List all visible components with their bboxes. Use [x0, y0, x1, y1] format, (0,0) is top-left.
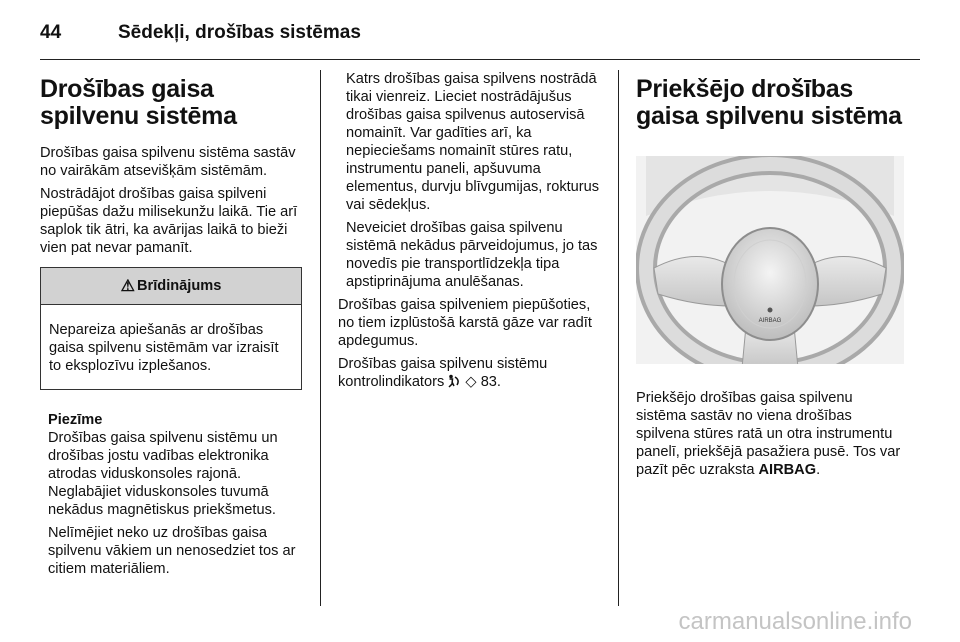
column-3 [636, 70, 904, 484]
airbag-label: AIRBAG [758, 318, 782, 324]
warning-triangle-icon: ⚠ [120, 278, 135, 295]
header-rule [40, 59, 920, 60]
paragraph-indicator-reference: Drošības gaisa spilvenu sistēmu kontrolindikators ◇ 83. [338, 356, 548, 390]
steering-wheel-illustration [636, 156, 904, 364]
page-reference[interactable]: 83. [480, 374, 501, 390]
note-paragraph: Nelīmējiet neko uz drošības gaisa spilvenu vākiem un nenosedziet tos ar citiem materiāliem. [48, 525, 296, 577]
indented-block [346, 70, 602, 291]
paragraph: Priekšējo drošības gaisa spilvenu sistēma sastāv no viena drošības spilvena stūres ratā un otra instrumentu panelī, priekšējā pasažiera pusē. Tos var pazīt pēc uzraksta AIRBAG. [636, 390, 901, 478]
column-1 [40, 70, 302, 583]
paragraph: Katrs drošības gaisa spilvens nostrādā tikai vienreiz. Lieciet nostrādājušus drošības gaisa spilvenus autoservisā nomainīt. Var gadīties arī, ka nepieciešams nomainīt stūres ratu, instrumentu paneli, apšuvuma elementus, durvju blīvgumijas, rokturus vai sēdekļus. [346, 71, 600, 213]
warning-text: Nepareiza apiešanās ar drošības gaisa spilvenu sistēmām var izraisīt to eksplozīvu izplešanos. [49, 322, 279, 374]
airbag-word: AIRBAG [758, 462, 817, 478]
section-heading-airbag-system: Drošības gaisa spilvenu sistēma [40, 75, 237, 130]
paragraph: Nostrādājot drošības gaisa spilveni piepūšas dažu milisekunžu laikā. Tie arī saplok tik ātri, ka avārijas laikā to bieži vien pat nevar pamanīt. [40, 186, 298, 256]
paragraph: Drošības gaisa spilveniem piepūšoties, no tiem izplūstošā karstā gāze var radīt apdegumus. [338, 297, 592, 349]
note-block [48, 412, 302, 578]
reference-arrow-icon: ◇ [465, 374, 477, 390]
section-heading-front-airbag: Priekšējo drošības gaisa spilvenu sistēma [636, 75, 902, 130]
warning-body [41, 305, 301, 389]
page-number: 44 [40, 22, 62, 43]
warning-box [40, 267, 302, 390]
paragraph: Drošības gaisa spilvenu sistēma sastāv no vairākām atsevišķām sistēmām. [40, 145, 296, 179]
paragraph: Neveiciet drošības gaisa spilvenu sistēmā nekādus pārveidojumus, jo tas novedīs pie transportlīdzekļa tipa apstiprinājuma anulēšanas. [346, 220, 598, 290]
running-title: Sēdekļi, drošības sistēmas [118, 22, 361, 43]
page-header [40, 14, 920, 54]
column-divider-1 [320, 70, 321, 606]
column-divider-2 [618, 70, 619, 606]
airbag-indicator-icon [448, 374, 461, 390]
watermark: carmanualsonline.info [678, 608, 912, 635]
note-title: Piezīme [48, 412, 103, 428]
column-2 [338, 70, 602, 396]
warning-header [41, 268, 301, 305]
note-paragraph: Drošības gaisa spilvenu sistēmu un drošības jostu vadības elektronika atrodas viduskonsoles rajonā. Neglabājiet viduskonsoles tuvumā nekādus magnētiskus priekšmetus. [48, 430, 278, 518]
warning-title: Brīdinājums [137, 278, 222, 294]
